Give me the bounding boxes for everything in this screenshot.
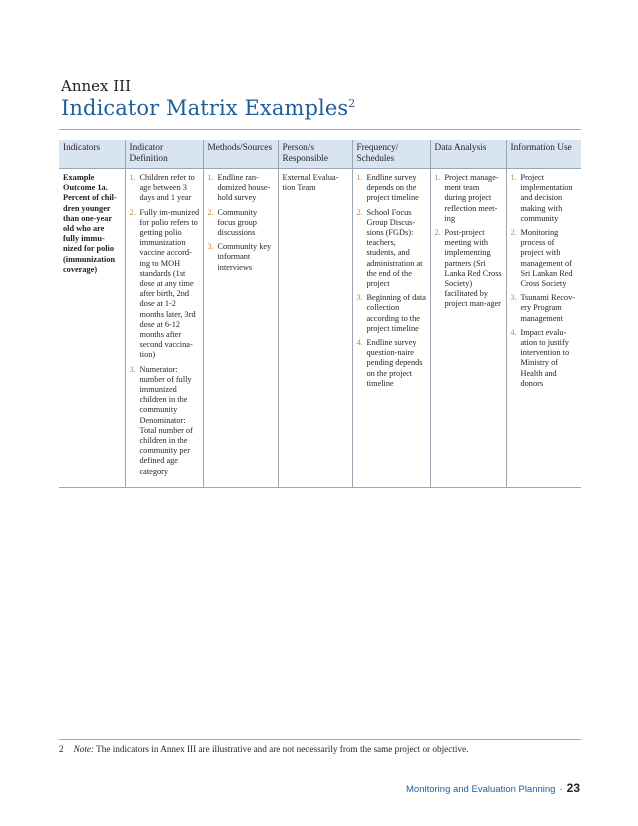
page-number: 23 [566, 781, 580, 795]
header-methods-sources: Methods/Sources [203, 140, 278, 169]
cell-analysis [430, 169, 506, 488]
header-persons-responsible: Person/s Responsible [278, 140, 352, 169]
cell-responsible [278, 169, 352, 488]
list-item: 4. Impact evalu-ation to justify intervention to Ministry of Health and donors [510, 327, 570, 388]
list-item: 1. Endline survey depends on the project timeline [356, 173, 419, 203]
indicator-matrix-table [59, 140, 581, 488]
list-item: 2. Monitoring process of project with management of Sri Lankan Red Cross Society [510, 228, 573, 289]
analysis-list [435, 173, 503, 310]
footnote-note-label: Note: [73, 744, 95, 754]
footnote [59, 744, 468, 754]
header-indicator-definition: Indicator Definition [125, 140, 203, 169]
cell-information-use [506, 169, 581, 488]
footnote-text: The indicators in Annex III are illustrative and are not necessarily from the same project or objective. [96, 744, 469, 754]
header-data-analysis: Data Analysis [430, 140, 506, 169]
list-item: 2. School Focus Group Discus-sions (FGDs): teachers, students, and administration at the end of the project [356, 207, 423, 289]
title-rule [59, 129, 581, 130]
footnote-rule [59, 739, 581, 740]
cell-definition [125, 169, 203, 488]
footer-section-title: Monitoring and Evaluation Planning [406, 784, 556, 795]
list-item: 3. Community key informant interviews [207, 242, 272, 272]
page-footer [406, 781, 580, 795]
cell-frequency [352, 169, 430, 488]
list-item: 1. Endline ran-domized house-hold survey [207, 173, 271, 203]
definition-list [130, 173, 200, 477]
list-item: 3. Beginning of data collection according to the project timeline [356, 293, 426, 333]
footer-separator: · [559, 784, 563, 795]
title-footnote-ref: 2 [348, 97, 356, 110]
list-item: 2. Post-project meeting with implementing partners (Sri Lanka Red Cross Society) facilitated by project man-ager [434, 228, 502, 309]
methods-list [208, 173, 275, 273]
indicator-text: Example Outcome 1a. Percent of chil-dren younger than one-year old who are fully immu-nized for polio (immunization coverage) [63, 173, 117, 274]
cell-indicator [59, 169, 125, 488]
table-row [59, 169, 581, 488]
header-information-use: Information Use [506, 140, 581, 169]
list-item: 1. Project implementation and decision making with community [510, 173, 573, 223]
cell-methods [203, 169, 278, 488]
annex-label: Annex III [61, 77, 132, 95]
list-item: 2. Fully im-munized for polio refers to getting polio immunization vaccine accord-ing to MOH standards (1st dose at any time after birth, 2nd dose at 1-2 months later, 3rd dose at 6-12 months after second vaccina-tion) [129, 207, 200, 360]
list-item: 4. Endline survey question-naire pending depends on the project timeline [356, 338, 423, 388]
list-item: 3. Numerator: number of fully immunized children in the community Denominator: Total number of children in the community per defined age category [129, 364, 193, 476]
responsible-text: External Evalua-tion Team [282, 173, 339, 193]
page-title-text: Indicator Matrix Examples [61, 96, 349, 120]
list-item: 1. Project manage-ment team during project reflection meet-ing [434, 173, 499, 223]
information-use-list [511, 173, 579, 389]
header-indicators: Indicators [59, 140, 125, 169]
list-item: 3. Tsunami Recov-ery Program management [510, 293, 575, 323]
list-item: 1. Children refer to age between 3 days and 1 year [129, 173, 195, 203]
frequency-list [357, 173, 427, 389]
table-header-row [59, 140, 581, 169]
header-frequency-schedules: Frequency/ Schedules [352, 140, 430, 169]
list-item: 2. Community focus group discussions [207, 207, 258, 238]
page-title [61, 96, 355, 120]
footnote-number: 2 [59, 744, 64, 754]
